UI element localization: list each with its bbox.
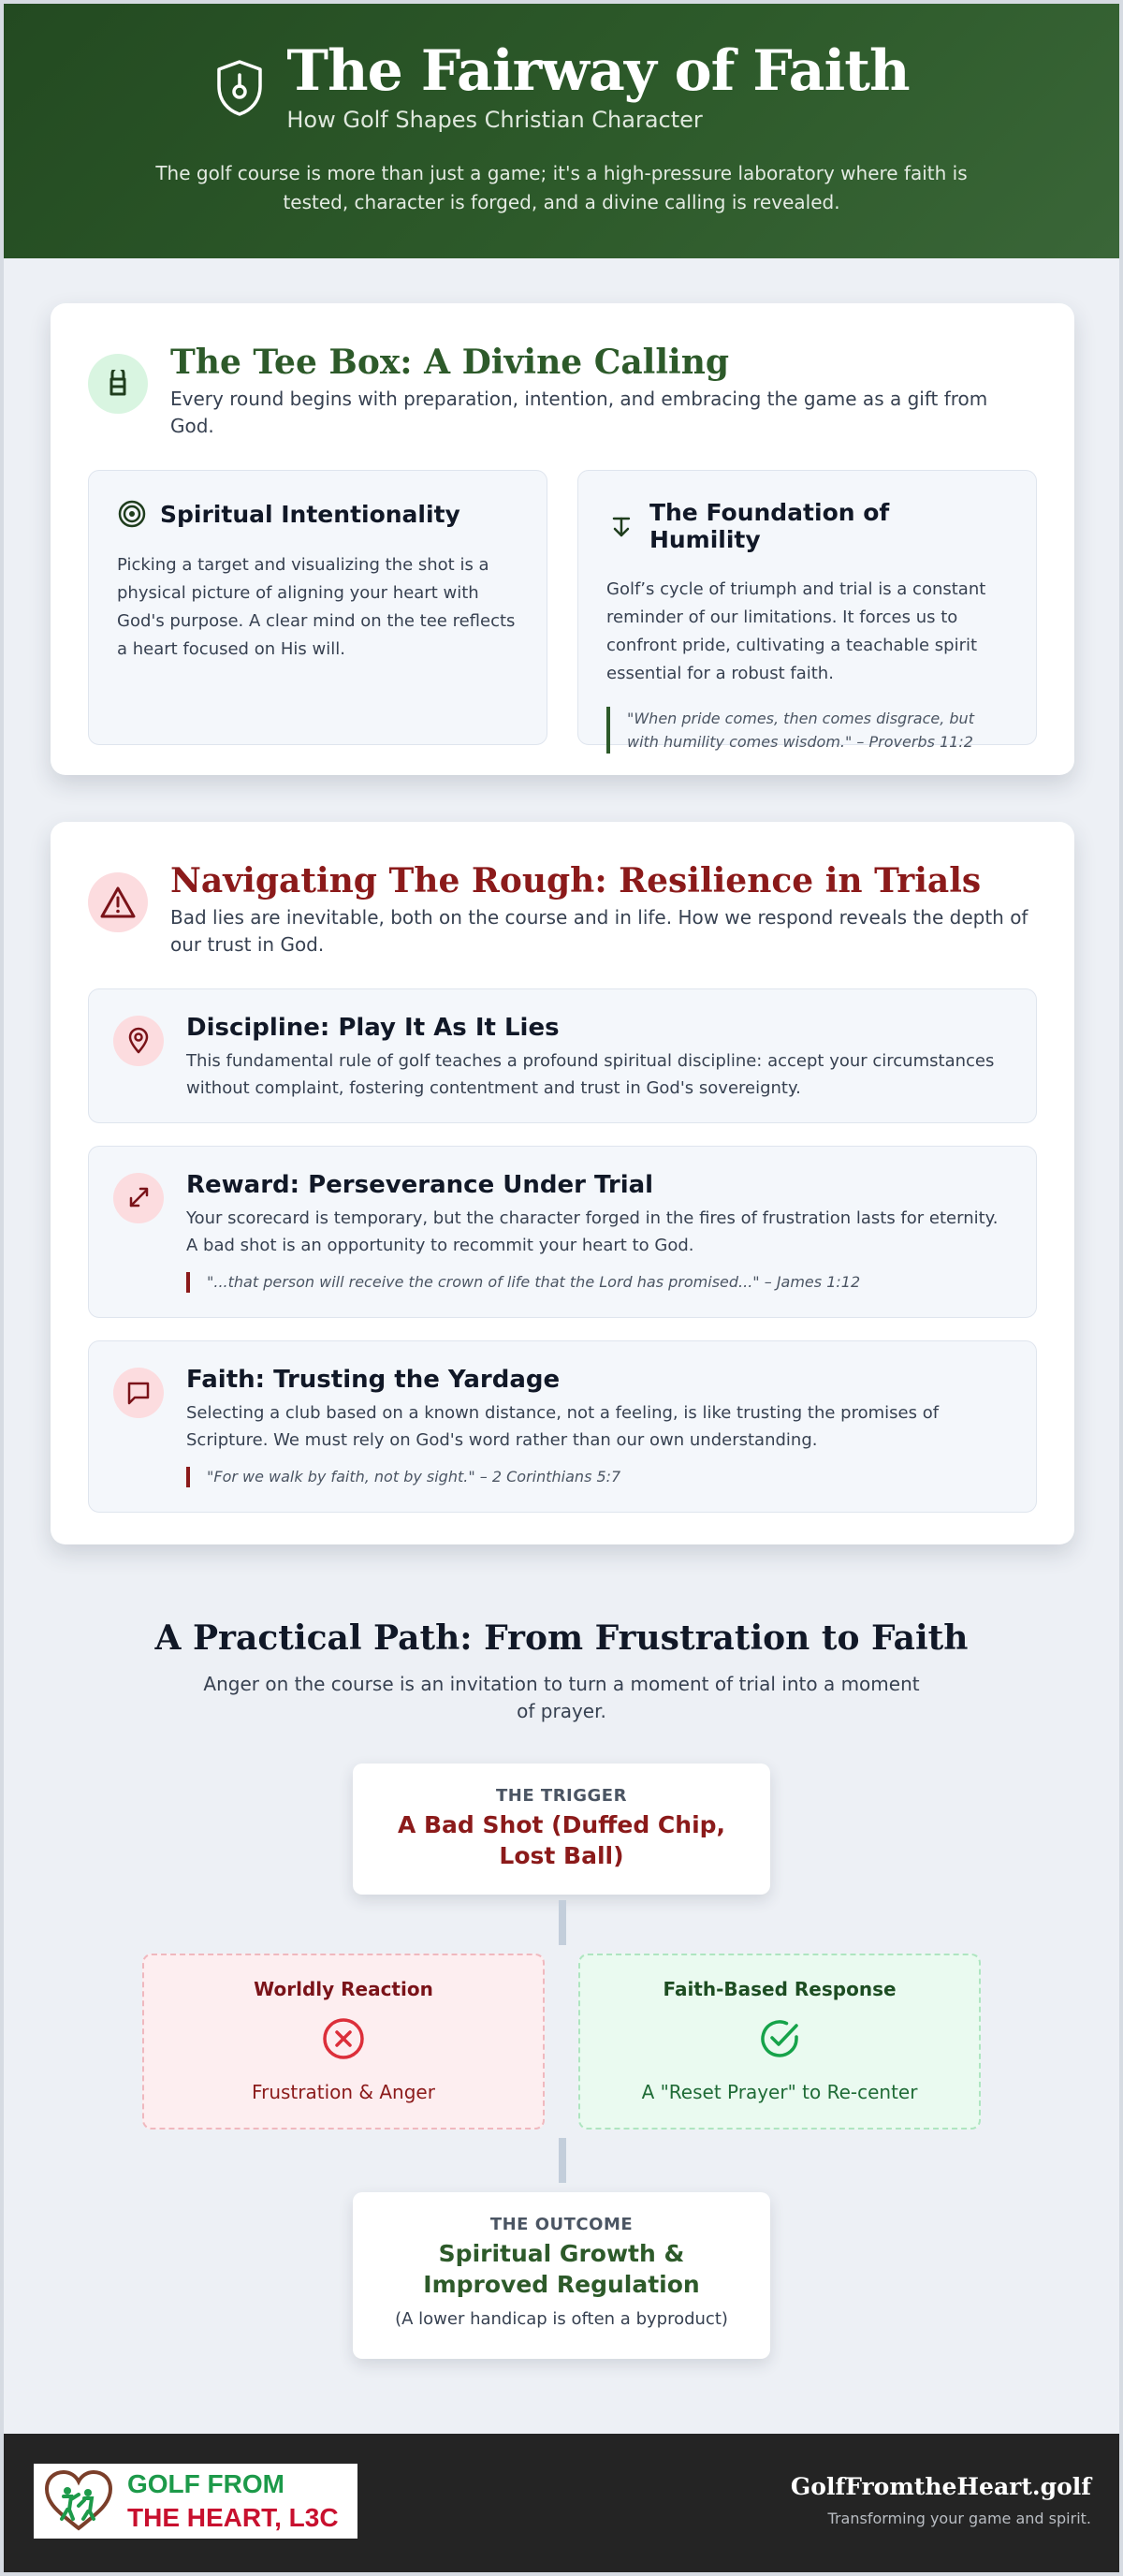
resize-arrow-icon <box>124 1184 153 1212</box>
logo-line-2: THE HEART, L3C <box>127 2503 339 2532</box>
warning-icon <box>99 886 137 919</box>
check-circle-icon <box>758 2017 801 2060</box>
tee-box-title: The Tee Box: A Divine Calling <box>170 343 730 382</box>
rough-title: Navigating The Rough: Resilience in Trials <box>170 861 982 900</box>
intro-text: The golf course is more than just a game; it's a high-pressure laboratory where faith is tested, character is forged, and a divine calling is revealed. <box>155 162 968 213</box>
card-title: Spiritual Intentionality <box>160 500 460 528</box>
item-title: Reward: Perseverance Under Trial <box>186 1171 654 1199</box>
item-title: Faith: Trusting the Yardage <box>186 1366 561 1394</box>
brand-logo[interactable] <box>34 2464 357 2539</box>
page-subtitle: How Golf Shapes Christian Character <box>286 107 703 133</box>
trigger-text: A Bad Shot (Duffed Chip, Lost Ball) <box>397 1811 726 1869</box>
item-text: This fundamental rule of golf teaches a profound spiritual discipline: accept your circumstances without complaint, fostering contentment and trust in God's sovereignty. <box>186 1051 995 1098</box>
item-text: Your scorecard is temporary, but the character forged in the fires of frustration lasts for eternity. A bad shot is an opportunity to recommit your heart to God. <box>186 1208 999 1255</box>
trigger-card <box>353 1764 770 1895</box>
yardage-item <box>88 1340 1037 1513</box>
map-pin-icon <box>125 1027 152 1055</box>
tee-box-description: Every round begins with preparation, intention, and embracing the game as a gift from God. <box>170 388 988 437</box>
card-text: Golf’s cycle of triumph and trial is a constant reminder of our limitations. It forces us to confront pride, cultivating a teachable spirit essential for a robust faith. <box>606 579 986 683</box>
tee-box-section <box>51 303 1074 775</box>
humility-card <box>577 470 1037 751</box>
faith-response-card <box>578 1954 981 2130</box>
practical-path-section <box>4 1618 1119 1725</box>
icon-badge <box>113 1016 164 1066</box>
card-text: Picking a target and visualizing the shot is a physical picture of aligning your heart with God's purpose. A clear mind on the tee reflects a heart focused on His will. <box>117 555 516 659</box>
arrow-down-icon <box>606 511 636 541</box>
outcome-text: Spiritual Growth & Improved Regulation <box>423 2240 700 2298</box>
worldly-reaction-card <box>142 1954 545 2130</box>
footer <box>4 2434 1119 2572</box>
faith-text: A "Reset Prayer" to Re-center <box>641 2081 918 2103</box>
golf-tee-icon <box>105 370 131 398</box>
perseverance-item <box>88 1146 1037 1318</box>
icon-badge <box>113 1368 164 1418</box>
hero-header <box>4 4 1119 258</box>
scripture-quote: "When pride comes, then comes disgrace, but with humility comes wisdom." – Proverbs 11:2 <box>606 707 1008 754</box>
page-title: The Fairway of Faith <box>286 38 910 104</box>
icon-badge <box>113 1173 164 1223</box>
scripture-quote: "...that person will receive the crown of life that the Lord has promised..." – James 1:12 <box>186 1272 1012 1293</box>
path-description: Anger on the course is an invitation to turn a moment of trial into a moment of prayer. <box>203 1673 920 1722</box>
item-title: Discipline: Play It As It Lies <box>186 1014 560 1042</box>
shield-icon <box>213 58 266 118</box>
outcome-label: THE OUTCOME <box>489 2215 634 2234</box>
trigger-label: THE TRIGGER <box>496 1786 627 1806</box>
x-circle-icon <box>322 2017 365 2060</box>
intentionality-card <box>88 470 547 745</box>
tee-icon-badge <box>88 354 148 414</box>
discipline-item <box>88 988 1037 1123</box>
scripture-quote: "For we walk by faith, not by sight." – 2 Corinthians 5:7 <box>186 1467 1012 1487</box>
path-title: A Practical Path: From Frustration to Faith <box>154 1618 969 1658</box>
footer-tagline: Transforming your game and spirit. <box>827 2510 1091 2527</box>
warning-icon-badge <box>88 872 148 932</box>
heart-golfers-logo-icon <box>41 2468 116 2534</box>
rough-section <box>51 822 1074 1544</box>
worldly-title: Worldly Reaction <box>254 1978 433 2000</box>
worldly-text: Frustration & Anger <box>252 2081 435 2103</box>
card-title: The Foundation of Humility <box>649 499 890 553</box>
flow-connector <box>559 2138 566 2183</box>
outcome-card <box>353 2192 770 2359</box>
target-icon <box>117 499 147 529</box>
item-text: Selecting a club based on a known distance, not a feeling, is like trusting the promises of Scripture. We must rely on God's word rather than our own understanding. <box>186 1403 940 1450</box>
rough-description: Bad lies are inevitable, both on the course and in life. How we respond reveals the depth of our trust in God. <box>170 906 1028 956</box>
outcome-note: (A lower handicap is often a byproduct) <box>395 2309 728 2329</box>
faith-title: Faith-Based Response <box>663 1978 897 2000</box>
flow-connector <box>559 1900 566 1945</box>
footer-brand-link[interactable]: GolfFromtheHeart.golf <box>790 2473 1091 2500</box>
message-square-icon <box>124 1379 153 1407</box>
logo-line-1: GOLF FROM <box>127 2469 284 2498</box>
